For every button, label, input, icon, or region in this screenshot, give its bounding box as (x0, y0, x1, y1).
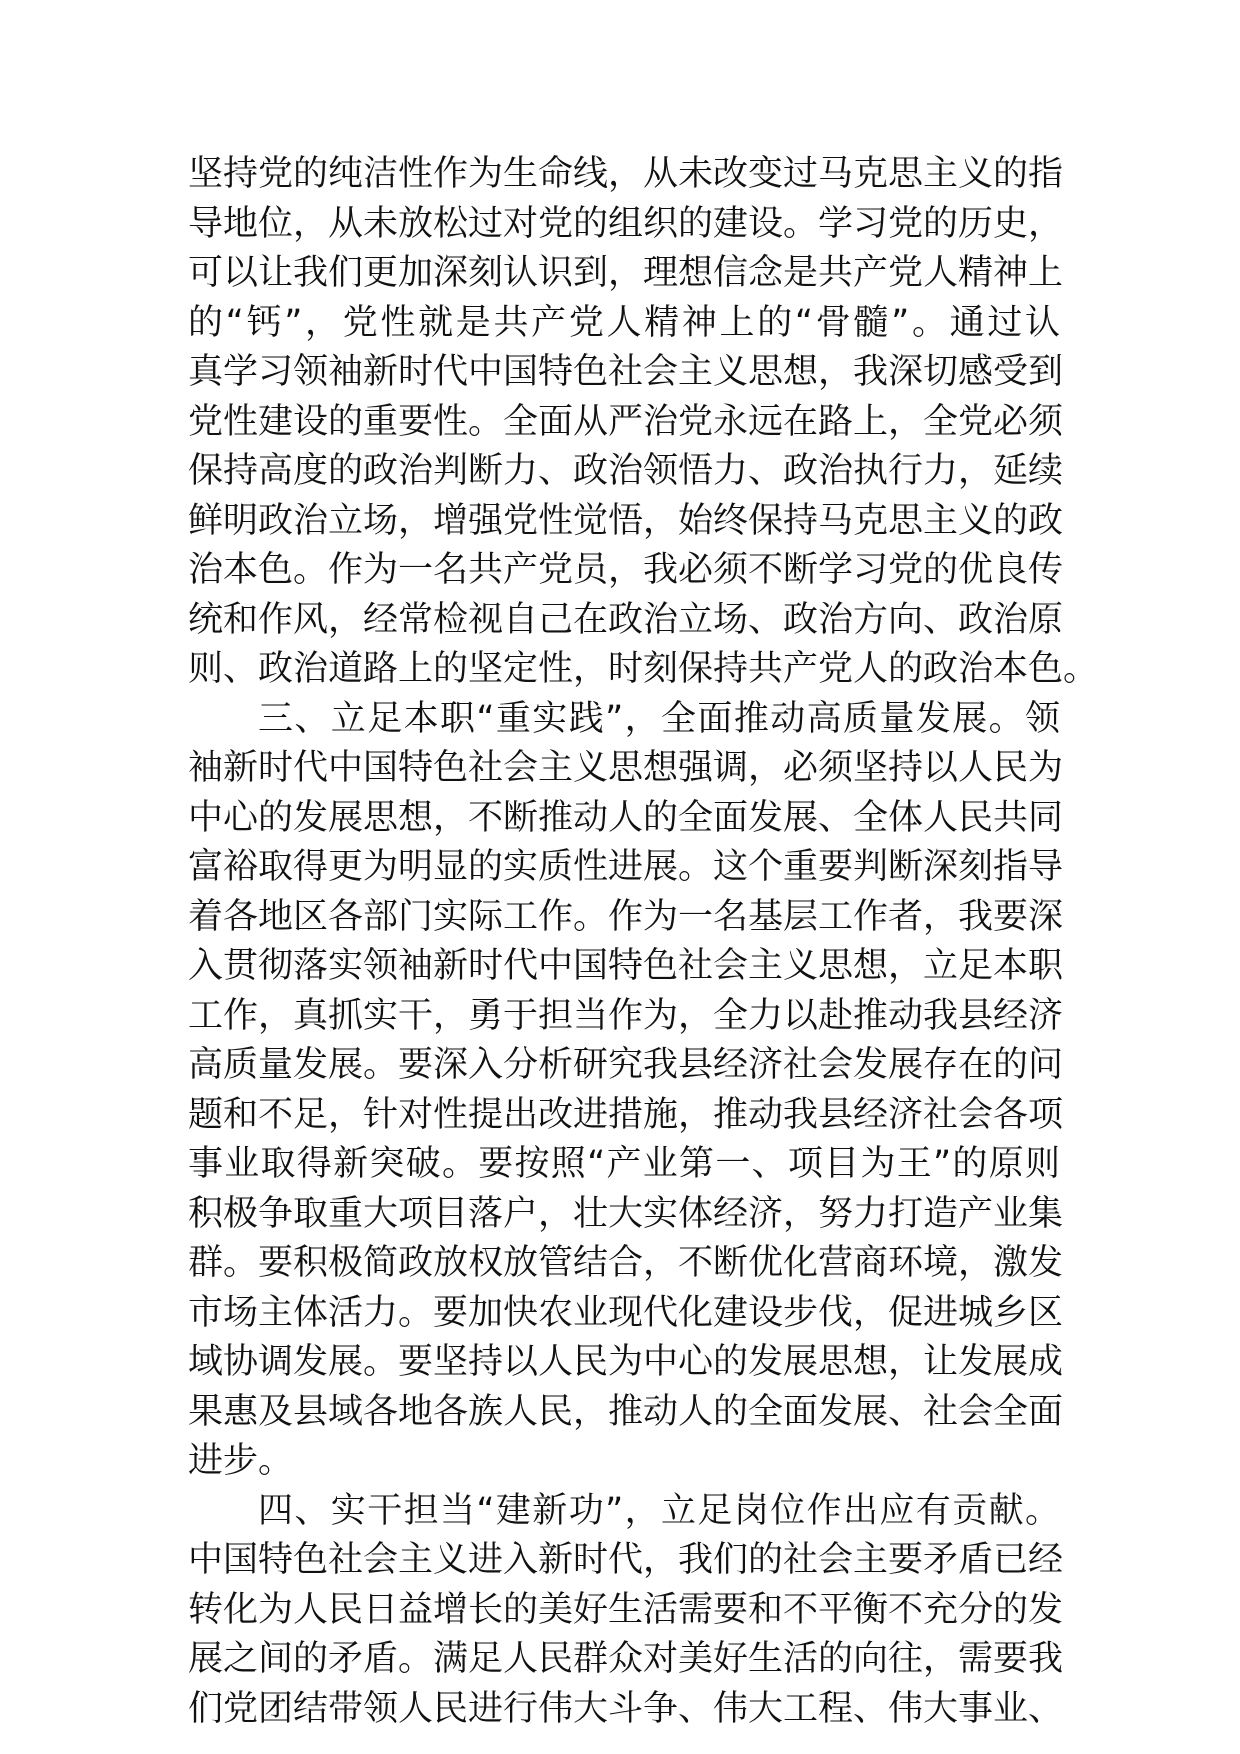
text-line: 治本色。作为一名共产党员，我必须不断学习党的优良传 (188, 550, 1064, 590)
text-line: 入贯彻落实领袖新时代中国特色社会主义思想，立足本职 (188, 946, 1064, 986)
text-line: 统和作风，经常检视自己在政治立场、政治方向、政治原 (188, 599, 1064, 640)
text-line: 进步。 (188, 1441, 294, 1481)
text-line: 鲜明政治立场，增强党性觉悟，始终保持马克思主义的政 (188, 500, 1064, 541)
text-line: 中国特色社会主义进入新时代，我们的社会主要矛盾已经 (188, 1540, 1064, 1580)
text-line: 高质量发展。要深入分析研究我县经济社会发展存在的问 (188, 1045, 1064, 1085)
text-line: 群。要积极简政放权放管结合，不断优化营商环境，激发 (188, 1243, 1064, 1283)
text-line: 果惠及县域各地各族人民，推动人的全面发展、社会全面 (188, 1391, 1064, 1432)
text-line: 党性建设的重要性。全面从严治党永远在路上，全党必须 (188, 401, 1064, 442)
text-line: 袖新时代中国特色社会主义思想强调，必须坚持以人民为 (188, 748, 1064, 788)
text-line: 中心的发展思想，不断推动人的全面发展、全体人民共同 (188, 797, 1064, 838)
text-line: 工作，真抓实干，勇于担当作为，全力以赴推动我县经济 (188, 995, 1064, 1036)
text-line: 着各地区各部门实际工作。作为一名基层工作者，我要深 (188, 896, 1064, 937)
text-line: 导地位，从未放松过对党的组织的建设。学习党的历史， (188, 203, 1064, 244)
section-heading-line: 四、实干担当“建新功”，立足岗位作出应有贡献。 (258, 1490, 1060, 1531)
text-line: 则、政治道路上的坚定性，时刻保持共产党人的政治本色。 (188, 649, 1099, 689)
text-line: 事业取得新突破。要按照“产业第一、项目为王”的原则 (188, 1144, 1060, 1184)
text-line: 坚持党的纯洁性作为生命线，从未改变过马克思主义的指 (188, 154, 1064, 194)
text-line: 们党团结带领人民进行伟大斗争、伟大工程、伟大事业、 (188, 1688, 1064, 1729)
text-line: 题和不足，针对性提出改进措施，推动我县经济社会各项 (188, 1094, 1064, 1135)
text-line: 积极争取重大项目落户，壮大实体经济，努力打造产业集 (188, 1193, 1064, 1234)
section-heading-line: 三、立足本职“重实践”，全面推动高质量发展。领 (258, 698, 1060, 739)
text-line: 富裕取得更为明显的实质性进展。这个重要判断深刻指导 (188, 847, 1064, 887)
text-line: 真学习领袖新时代中国特色社会主义思想，我深切感受到 (188, 352, 1064, 392)
text-line: 的“钙”，党性就是共产党人精神上的“骨髓”。通过认 (188, 302, 1060, 343)
body-text (188, 150, 1099, 1734)
text-line: 转化为人民日益增长的美好生活需要和不平衡不充分的发 (188, 1589, 1064, 1630)
text-line: 市场主体活力。要加快农业现代化建设步伐，促进城乡区 (188, 1292, 1064, 1333)
text-line: 可以让我们更加深刻认识到，理想信念是共产党人精神上 (188, 253, 1064, 293)
text-line: 展之间的矛盾。满足人民群众对美好生活的向往，需要我 (188, 1639, 1064, 1679)
text-line: 保持高度的政治判断力、政治领悟力、政治执行力，延续 (188, 451, 1064, 491)
text-line: 域协调发展。要坚持以人民为中心的发展思想，让发展成 (188, 1342, 1064, 1382)
